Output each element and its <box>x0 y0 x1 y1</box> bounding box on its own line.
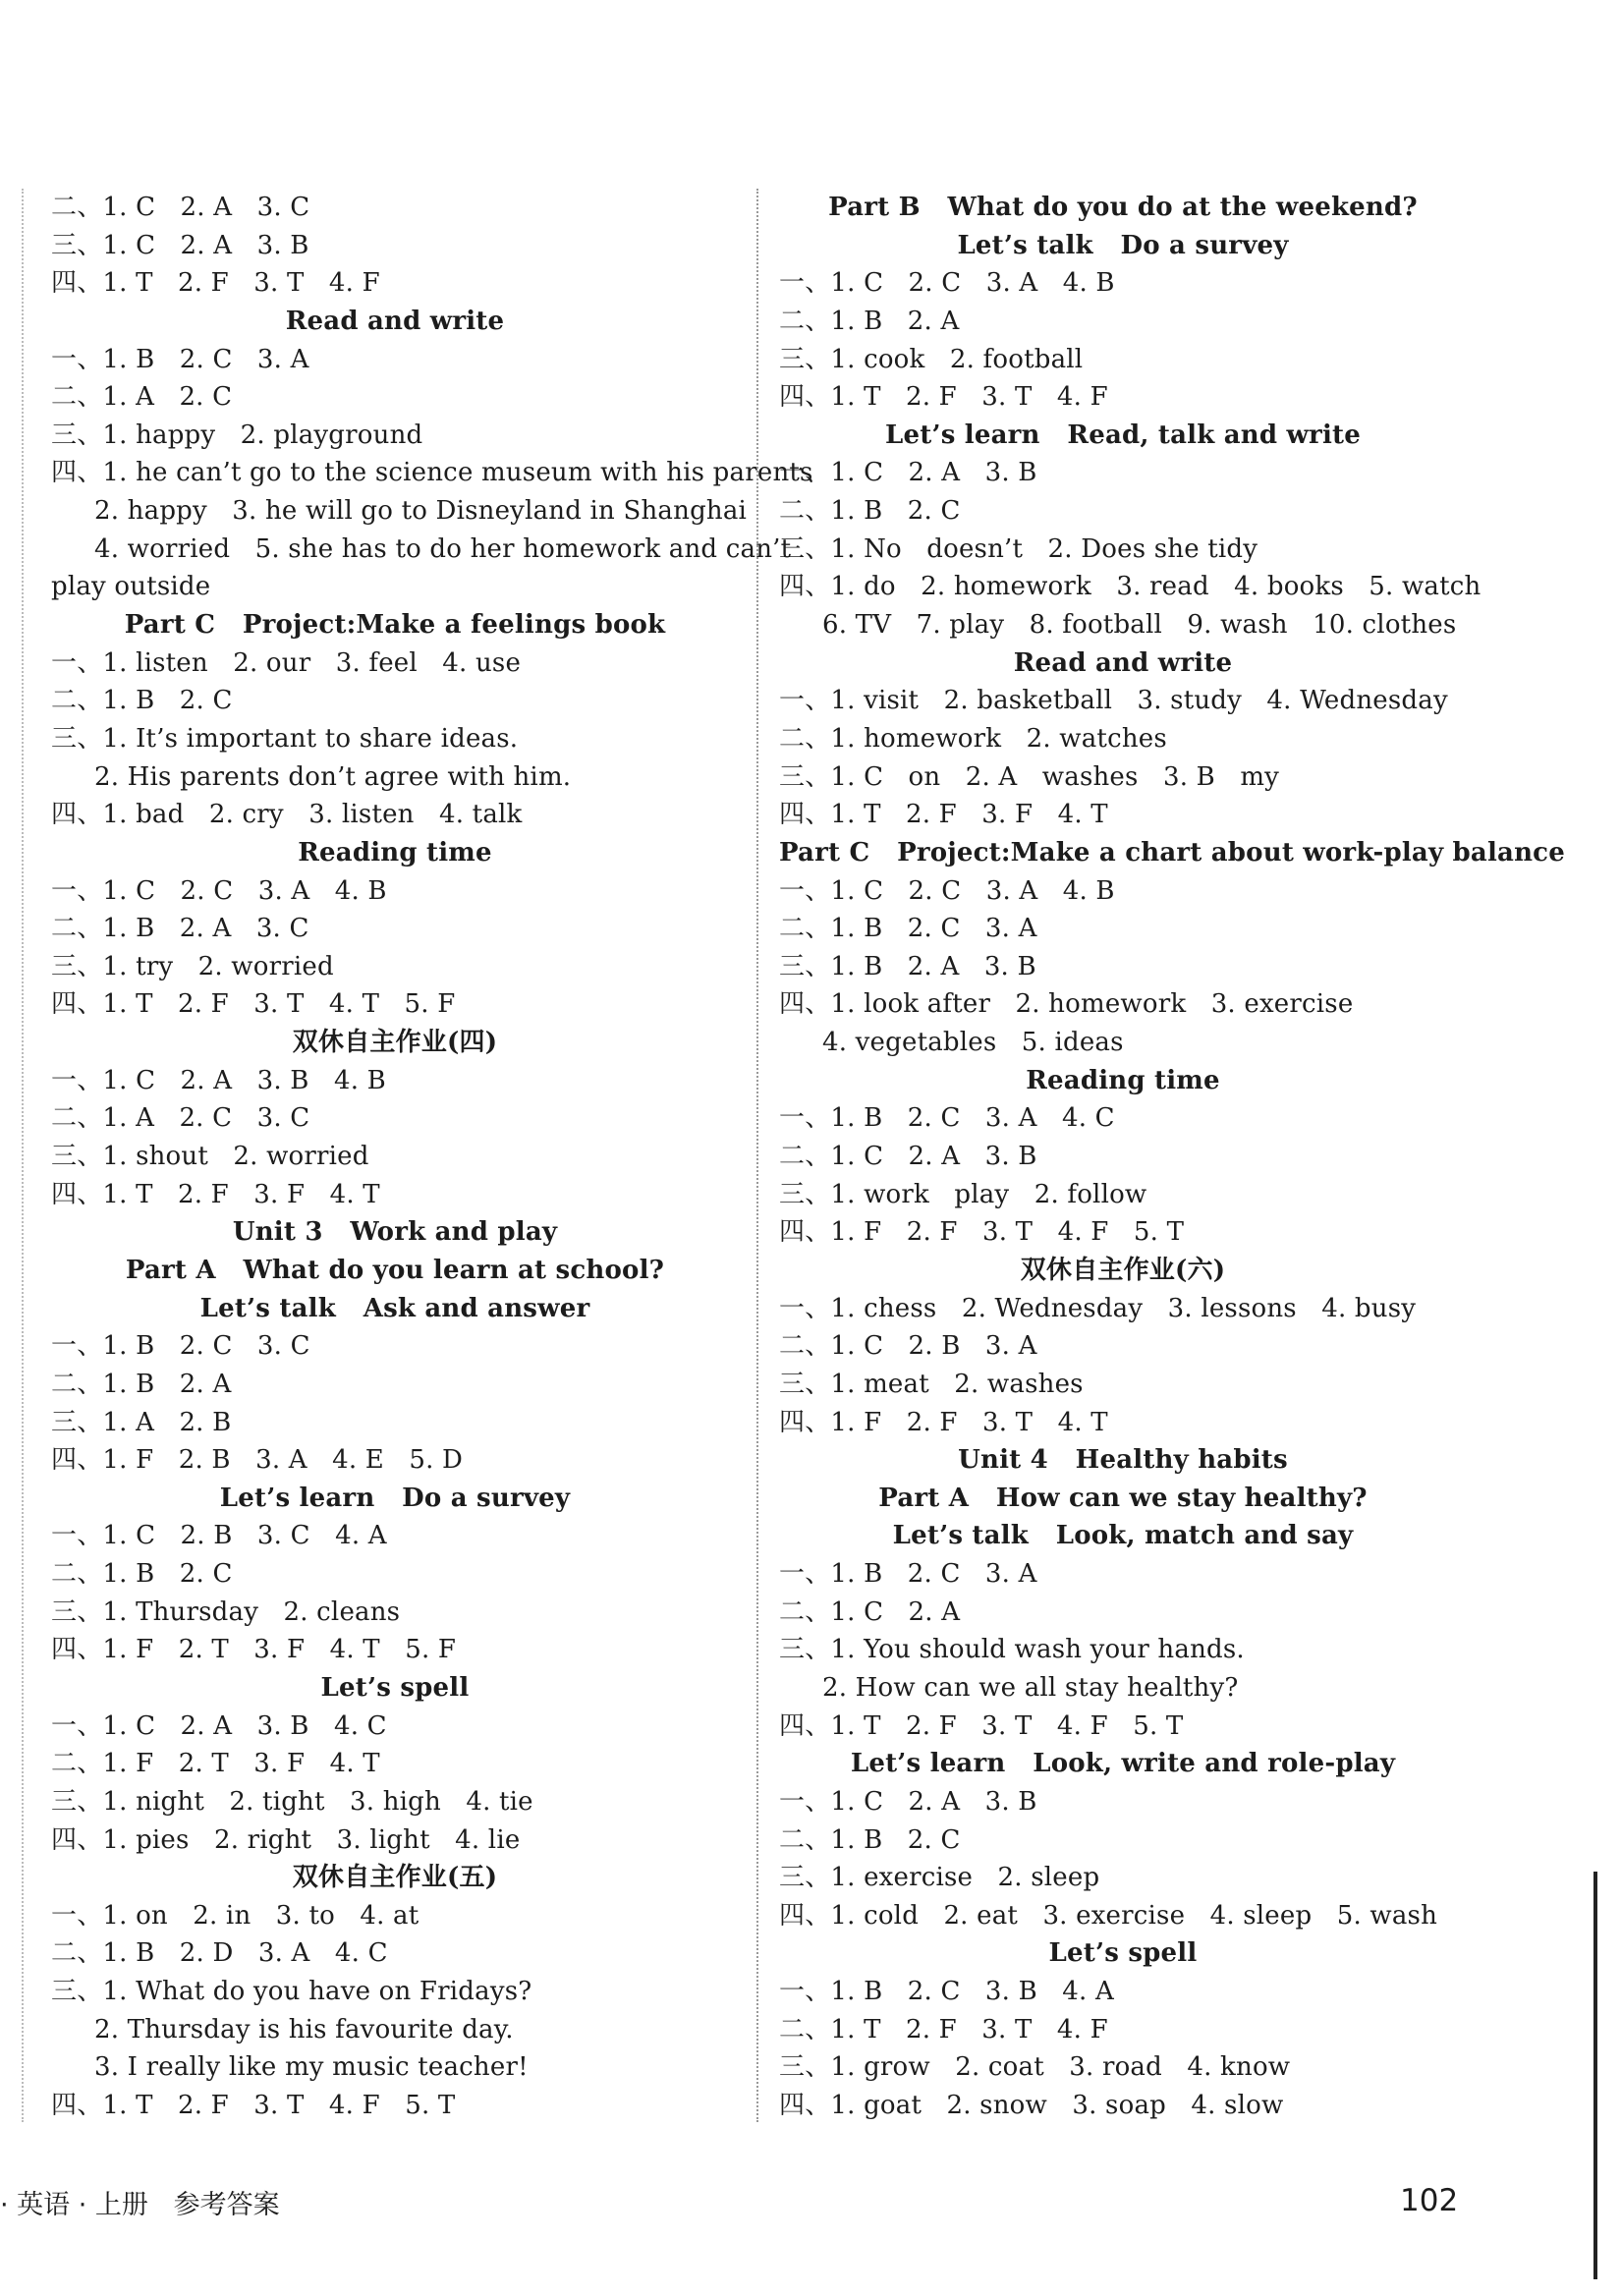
answer-line: 二、1. B 2. C <box>779 1824 961 1855</box>
section-heading: 双休自主作业(六) <box>1020 1255 1226 1285</box>
section-heading: Let’s talk Do a survey <box>957 230 1289 260</box>
answer-line: play outside <box>51 572 211 602</box>
answer-line: 三、1. B 2. A 3. B <box>779 951 1036 981</box>
section-heading: Part C Project:Make a feelings book <box>124 610 666 641</box>
section-heading: Part B What do you do at the weekend? <box>828 193 1418 222</box>
left-binding-rule <box>22 189 24 2122</box>
answer-line: 三、1. grow 2. coat 3. road 4. know <box>779 2052 1291 2083</box>
answer-line: 三、1. C 2. A 3. B <box>51 230 309 260</box>
right-column <box>779 189 1565 2125</box>
answer-line: 二、1. B 2. A 3. C <box>51 914 309 944</box>
answer-line: 一、1. visit 2. basketball 3. study 4. Wednesday <box>779 686 1448 716</box>
answer-line: 3. I really like my music teacher! <box>94 2052 529 2083</box>
answer-line: 一、1. listen 2. our 3. feel 4. use <box>51 647 522 678</box>
answer-line: 四、1. T 2. F 3. T 4. T 5. F <box>51 989 456 1020</box>
answer-line: 四、1. T 2. F 3. T 4. F <box>51 268 380 299</box>
page-number: 102 <box>1400 2183 1459 2218</box>
answer-line: 二、1. B 2. C 3. A <box>779 914 1037 944</box>
section-heading: Let’s learn Look, write and role-play <box>850 1749 1396 1779</box>
answer-line: 一、1. B 2. C 3. A <box>779 1559 1037 1590</box>
section-heading: Reading time <box>1026 1065 1220 1095</box>
answer-line: 四、1. F 2. B 3. A 4. E 5. D <box>51 1445 464 1476</box>
right-edge-bar <box>1593 1872 1597 2279</box>
section-heading: Unit 4 Healthy habits <box>958 1445 1288 1476</box>
answer-line: 二、1. C 2. A <box>779 1596 961 1627</box>
answer-line: 四、1. cold 2. eat 3. exercise 4. sleep 5. wash <box>779 1900 1438 1931</box>
left-column <box>51 189 813 2125</box>
answer-line: 二、1. B 2. C <box>779 496 961 527</box>
answer-line: 二、1. B 2. A <box>779 306 960 336</box>
answer-line: 四、1. T 2. F 3. F 4. T <box>779 800 1108 830</box>
section-heading: Read and write <box>285 306 505 336</box>
answer-line: 四、1. pies 2. right 3. light 4. lie <box>51 1824 521 1855</box>
answer-line: 三、1. meat 2. washes <box>779 1369 1084 1399</box>
answer-line: 四、1. T 2. F 3. F 4. T <box>51 1179 380 1209</box>
section-heading: Part A How can we stay healthy? <box>878 1483 1368 1513</box>
answer-line: 四、1. F 2. T 3. F 4. T 5. F <box>51 1635 457 1665</box>
answer-line: 三、1. Thursday 2. cleans <box>51 1596 401 1627</box>
answer-line: 三、1. What do you have on Fridays? <box>51 1977 532 2007</box>
answer-line: 一、1. B 2. C 3. B 4. A <box>779 1977 1114 2007</box>
answer-line: 三、1. You should wash your hands. <box>779 1635 1245 1665</box>
answer-line: 四、1. T 2. F 3. T 4. F <box>779 382 1108 413</box>
section-heading: Let’s spell <box>1048 1938 1198 1969</box>
answer-line: 一、1. B 2. C 3. A 4. C <box>779 1103 1115 1134</box>
answer-line: 二、1. A 2. C 3. C <box>51 1103 310 1134</box>
answer-line: 三、1. cook 2. football <box>779 344 1084 374</box>
answer-line: 二、1. C 2. A 3. C <box>51 193 310 222</box>
answer-line: 一、1. C 2. C 3. A 4. B <box>779 268 1115 299</box>
answer-line: 二、1. C 2. A 3. B <box>779 1142 1037 1172</box>
answer-line: 三、1. happy 2. playground <box>51 420 423 450</box>
section-heading: Let’s learn Read, talk and write <box>885 420 1361 450</box>
answer-line: 一、1. C 2. A 3. B 4. C <box>51 1710 387 1741</box>
answer-line: 三、1. It’s important to share ideas. <box>51 723 519 754</box>
answer-line: 6. TV 7. play 8. football 9. wash 10. clothes <box>822 610 1457 641</box>
answer-line: 四、1. goat 2. snow 3. soap 4. slow <box>779 2091 1284 2121</box>
answer-line: 三、1. try 2. worried <box>51 951 334 981</box>
answer-line: 四、1. T 2. F 3. T 4. F 5. T <box>779 1710 1184 1741</box>
answer-line: 一、1. chess 2. Wednesday 3. lessons 4. busy <box>779 1293 1417 1323</box>
section-heading: Let’s talk Look, match and say <box>892 1521 1354 1551</box>
answer-line: 二、1. B 2. C <box>51 1559 233 1590</box>
section-heading: 双休自主作业(五) <box>292 1863 498 1893</box>
section-heading: 双休自主作业(四) <box>292 1028 498 1058</box>
section-heading: Reading time <box>298 837 492 868</box>
section-heading: Let’s learn Do a survey <box>219 1483 571 1513</box>
answer-line: 一、1. C 2. A 3. B <box>779 1786 1037 1817</box>
answer-line: 三、1. C on 2. A washes 3. B my <box>779 761 1280 792</box>
answer-line: 二、1. homework 2. watches <box>779 723 1167 754</box>
section-heading: Let’s talk Ask and answer <box>199 1293 590 1323</box>
answer-line: 四、1. do 2. homework 3. read 4. books 5. watch <box>779 572 1481 602</box>
section-heading: Unit 3 Work and play <box>232 1217 558 1248</box>
answer-line: 2. happy 3. he will go to Disneyland in Shanghai <box>94 496 748 527</box>
section-heading: Part A What do you learn at school? <box>125 1255 665 1285</box>
answer-line: 三、1. night 2. tight 3. high 4. tie <box>51 1786 533 1817</box>
section-heading: Read and write <box>1013 647 1233 678</box>
section-heading: Part C Project:Make a chart about work-play balance <box>779 837 1565 868</box>
answer-line: 三、1. No doesn’t 2. Does she tidy <box>779 533 1258 564</box>
answer-line: 2. Thursday is his favourite day. <box>94 2014 514 2044</box>
column-divider <box>756 189 758 2122</box>
answer-line: 四、1. T 2. F 3. T 4. F 5. T <box>51 2091 456 2121</box>
answer-line: 三、1. exercise 2. sleep <box>779 1863 1100 1893</box>
answer-line: 三、1. work play 2. follow <box>779 1179 1147 1209</box>
answer-line: 三、1. A 2. B <box>51 1407 232 1437</box>
answer-line: 一、1. on 2. in 3. to 4. at <box>51 1900 419 1931</box>
answer-line: 二、1. T 2. F 3. T 4. F <box>779 2014 1108 2044</box>
answer-line: 二、1. C 2. B 3. A <box>779 1331 1037 1362</box>
answer-line: 4. worried 5. she has to do her homework and can’t <box>94 533 792 564</box>
answer-line: 四、1. F 2. F 3. T 4. T <box>779 1407 1108 1437</box>
answer-line: 一、1. B 2. C 3. A <box>51 344 309 374</box>
answer-line: 二、1. B 2. A <box>51 1369 232 1399</box>
answer-line: 一、1. C 2. C 3. A 4. B <box>779 875 1115 906</box>
answer-line: 二、1. F 2. T 3. F 4. T <box>51 1749 380 1779</box>
footer-book-label: · 英语 · 上册 参考答案 <box>0 2190 280 2220</box>
answer-line: 一、1. C 2. C 3. A 4. B <box>51 875 387 906</box>
answer-line: 一、1. C 2. A 3. B 4. B <box>51 1065 386 1095</box>
answer-line: 二、1. B 2. C <box>51 686 233 716</box>
answer-line: 四、1. bad 2. cry 3. listen 4. talk <box>51 800 523 830</box>
section-heading: Let’s spell <box>320 1672 470 1703</box>
answer-line: 二、1. A 2. C <box>51 382 233 413</box>
answer-line: 四、1. look after 2. homework 3. exercise <box>779 989 1354 1020</box>
answer-line: 三、1. shout 2. worried <box>51 1142 369 1172</box>
answer-line: 2. How can we all stay healthy? <box>822 1672 1239 1703</box>
answer-line: 一、1. B 2. C 3. C <box>51 1331 310 1362</box>
answer-line: 四、1. he can’t go to the science museum with his parents <box>51 458 813 488</box>
answer-line: 一、1. C 2. A 3. B <box>779 458 1037 488</box>
answer-line: 一、1. C 2. B 3. C 4. A <box>51 1521 387 1551</box>
answer-line: 2. His parents don’t agree with him. <box>94 761 572 792</box>
answer-line: 四、1. F 2. F 3. T 4. F 5. T <box>779 1217 1185 1248</box>
answer-line: 二、1. B 2. D 3. A 4. C <box>51 1938 388 1969</box>
answer-line: 4. vegetables 5. ideas <box>822 1028 1124 1058</box>
